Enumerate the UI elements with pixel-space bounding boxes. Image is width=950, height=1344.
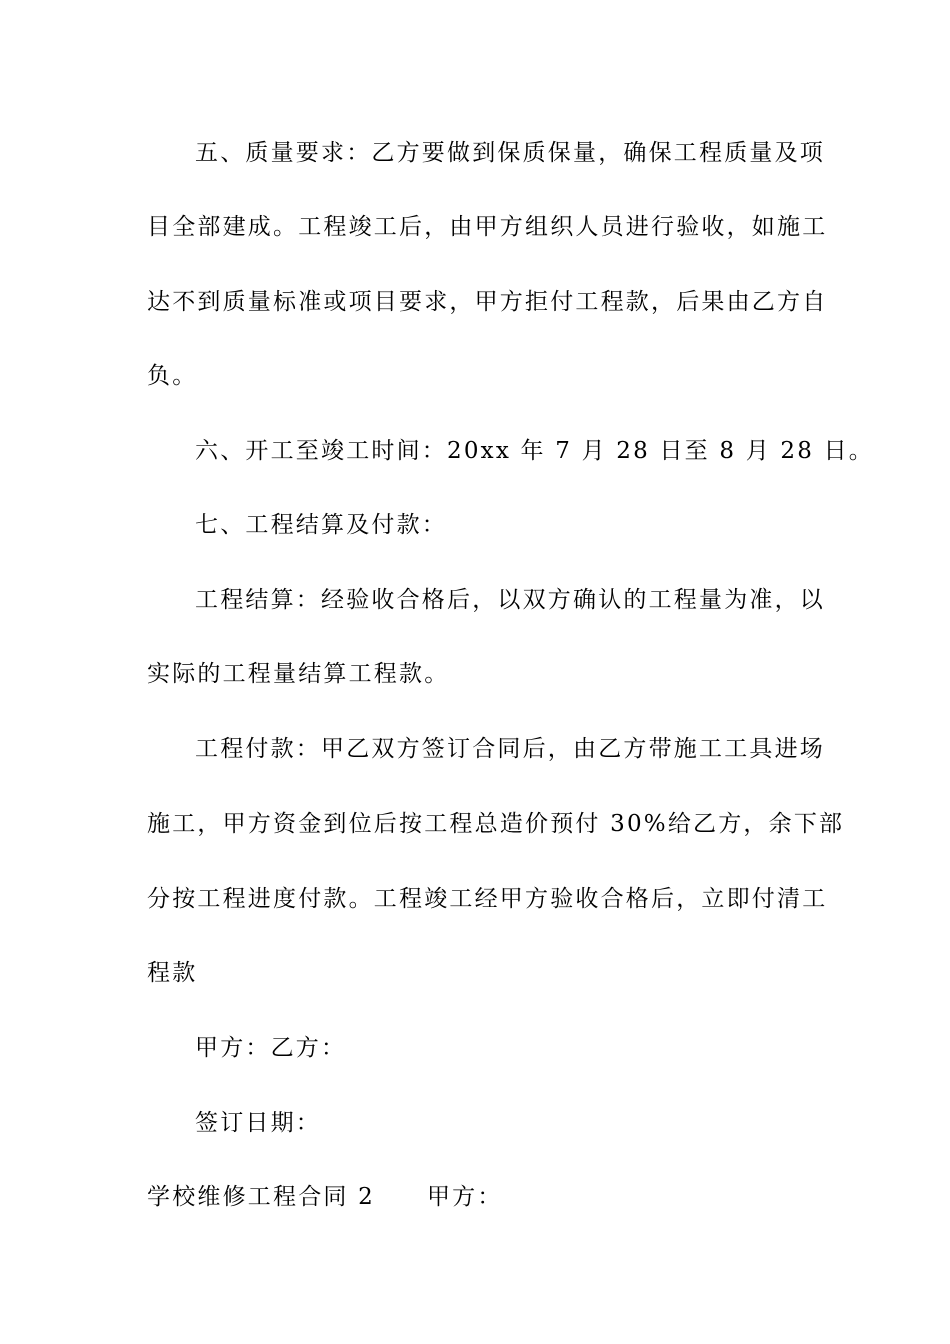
clause-5-line-2: 目全部建成。工程竣工后，由甲方组织人员进行验收，如施工 — [147, 214, 828, 240]
signing-date-label: 签订日期： — [195, 1110, 321, 1136]
next-contract-header — [147, 1182, 807, 1212]
payment-line-3: 分按工程进度付款。工程竣工经甲方验收合格后，立即付清工 — [147, 886, 828, 912]
contract-title: 学校维修工程合同 2 — [147, 1184, 375, 1210]
settlement-line-1: 工程结算：经验收合格后，以双方确认的工程量为准，以 — [195, 587, 825, 613]
settlement-line-2: 实际的工程量结算工程款。 — [147, 661, 450, 687]
clause-7-heading: 七、工程结算及付款： — [195, 512, 447, 538]
payment-line-1: 工程付款：甲乙双方签订合同后，由乙方带施工工具进场 — [195, 736, 825, 762]
signature-parties: 甲方：乙方： — [195, 1035, 347, 1061]
clause-5-line-4: 负。 — [147, 363, 198, 389]
clause-5-line-3: 达不到质量标准或项目要求，甲方拒付工程款，后果由乙方自 — [147, 289, 828, 315]
clause-6-schedule: 六、开工至竣工时间：20xx 年 7 月 28 日至 8 月 28 日。 — [195, 438, 875, 464]
payment-line-2: 施工，甲方资金到位后按工程总造价预付 30%给乙方，余下部 — [147, 811, 845, 837]
clause-5-line-1: 五、质量要求：乙方要做到保质保量，确保工程质量及项 — [195, 140, 825, 166]
party-a-label: 甲方： — [426, 1184, 503, 1210]
payment-line-4: 程款 — [147, 960, 198, 986]
